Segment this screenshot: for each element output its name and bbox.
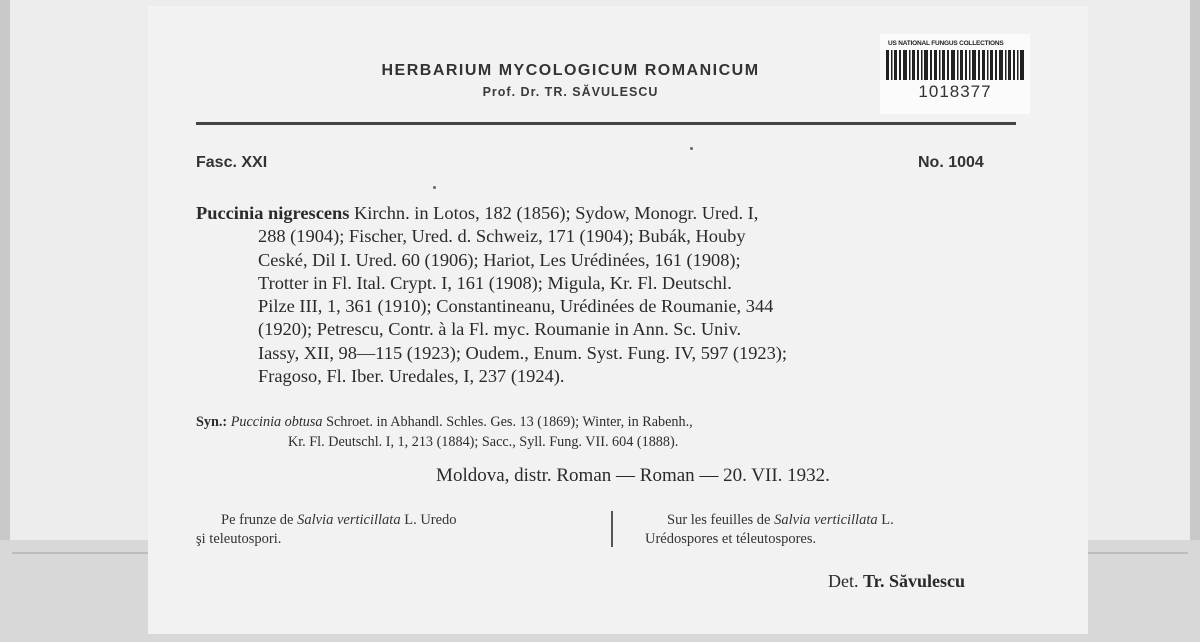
host-line: Sur les feuilles de Salvia verticillata L.: [667, 512, 894, 528]
citation-line: Pilze III, 1, 361 (1910); Constantineanu, Urédinées de Roumanie, 344: [258, 296, 774, 317]
synonym-species: Puccinia obtusa: [230, 414, 323, 430]
citation-line: Trotter in Fl. Ital. Crypt. I, 161 (1908); Migula, Kr. Fl. Deutschl.: [258, 272, 732, 293]
synonyms: [196, 412, 1024, 452]
paper-speck: [690, 147, 693, 150]
determiner-name: Tr. Săvulescu: [863, 571, 966, 591]
specimen-number: No. 1004: [918, 154, 984, 171]
species-citation: [196, 202, 1018, 388]
citation-line: Fragoso, Fl. Iber. Uredales, I, 237 (1924).: [258, 366, 565, 387]
column-divider: [611, 511, 613, 547]
host-line: şi teleutospori.: [196, 531, 282, 547]
header-rule: [196, 122, 1016, 125]
herbarium-director: Prof. Dr. TR. SĂVULESCU: [482, 85, 659, 99]
host-romanian: [196, 511, 596, 549]
host-species: Salvia verticillata: [774, 512, 878, 528]
collection-name: US NATIONAL FUNGUS COLLECTIONS: [888, 40, 1004, 47]
host-french: [645, 511, 1065, 549]
barcode-graphic: [886, 50, 1024, 80]
paper-speck: [433, 186, 436, 189]
fascicle-number: Fasc. XXI: [196, 154, 268, 171]
determiner: Det. Tr. Săvulescu: [828, 571, 966, 591]
citation-line: 288 (1904); Fischer, Ured. d. Schweiz, 171 (1904); Bubák, Houby: [258, 226, 746, 247]
label-header: [148, 62, 993, 99]
synonym-line: Syn.: Puccinia obtusa Schroet. in Abhandl. Schles. Ges. 13 (1869); Winter, in Rabenh.,: [196, 414, 693, 430]
citation-line: (1920); Petrescu, Contr. à la Fl. myc. Roumanie in Ann. Sc. Univ.: [258, 319, 742, 340]
citation-line: Iassy, XII, 98—115 (1923); Oudem., Enum. Syst. Fung. IV, 597 (1923);: [258, 342, 788, 363]
host-species: Salvia verticillata: [297, 512, 401, 528]
host-line: Pe frunze de Salvia verticillata L. Uredo: [221, 512, 457, 528]
barcode-number: 1018377: [918, 82, 992, 101]
herbarium-label: [148, 6, 1088, 634]
barcode-sticker: [880, 34, 1030, 114]
citation-line: Ceské, Dil I. Ured. 60 (1906); Hariot, Les Urédinées, 161 (1908);: [258, 249, 741, 270]
synonym-label: Syn.:: [196, 414, 228, 430]
herbarium-title: HERBARIUM MYCOLOGICUM ROMANICUM: [381, 62, 760, 79]
host-line: Urédospores et téleutospores.: [645, 531, 817, 547]
citation-line: Puccinia nigrescens Kirchn. in Lotos, 182 (1856); Sydow, Monogr. Ured. I,: [196, 203, 759, 223]
synonym-line: Kr. Fl. Deutschl. I, 1, 213 (1884); Sacc., Syll. Fung. VII. 604 (1888).: [288, 434, 679, 450]
collection-locality: Moldova, distr. Roman — Roman — 20. VII. 1932.: [436, 465, 830, 486]
species-name: Puccinia nigrescens: [196, 203, 350, 223]
